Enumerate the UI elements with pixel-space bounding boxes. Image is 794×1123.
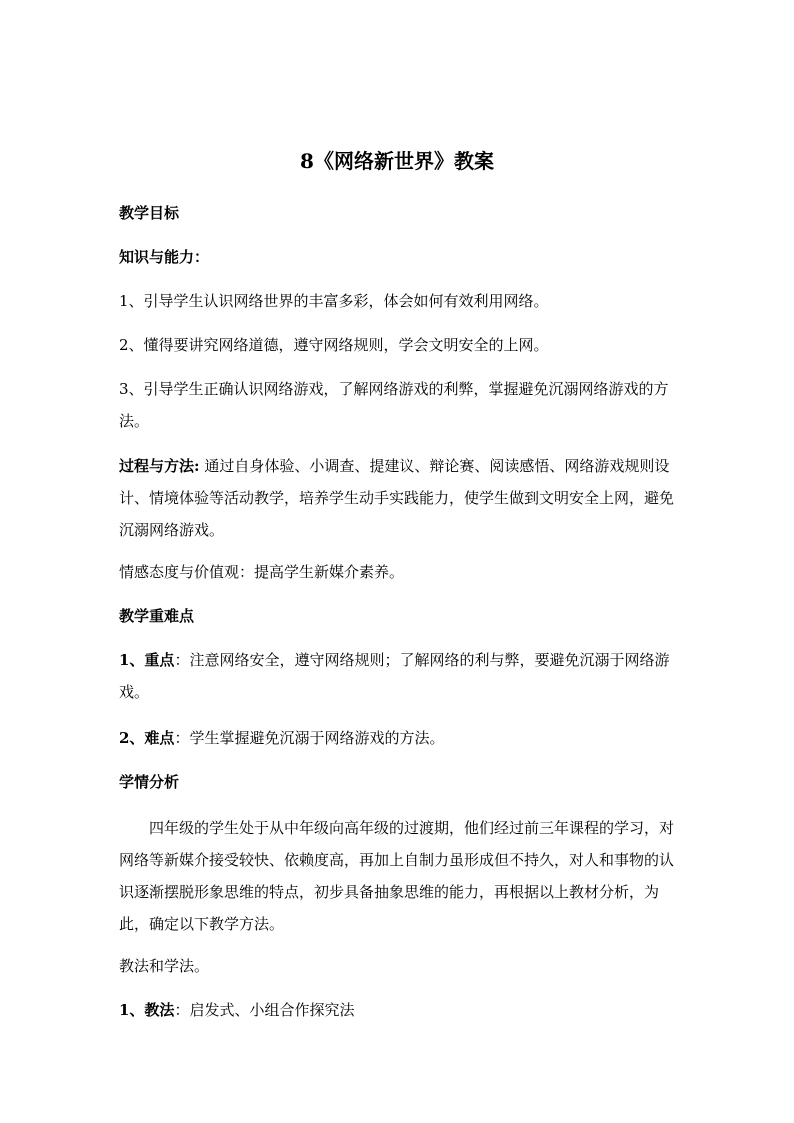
methods-intro: 教法和学法。 xyxy=(119,957,210,975)
section-heading-analysis: 学情分析 xyxy=(119,773,180,791)
key-point-2-label: 2、难点 xyxy=(119,729,175,747)
key-point-1-text: ：注意网络安全，遵守网络规则；了解网络的利与弊，要避免沉溺于网络游戏。 xyxy=(119,651,670,701)
key-point-2-text: ：学生掌握避免沉溺于网络游戏的方法。 xyxy=(174,729,445,747)
analysis-paragraph: 四年级的学生处于从中年级向高年级的过渡期，他们经过前三年课程的学习，对网络等新媒介接受较快、依赖度高，再加上自制力虽形成但不持久，对人和事物的认识逐渐摆脱形象思维的特点，初步具备抽象思维的能力，再根据以上教材分析，为此，确定以下教学方法。 xyxy=(119,819,675,933)
key-point-1 xyxy=(119,644,679,708)
knowledge-item-3: 3、引导学生正确认识网络游戏，了解网络游戏的利弊，掌握避免沉溺网络游戏的方法。 xyxy=(119,380,669,430)
process-method-text: 通过自身体验、小调查、提建议、辩论赛、阅读感悟、网络游戏规则设计、情境体验等活动教学，培养学生动手实践能力，使学生做到文明安全上网，避免沉溺网络游戏。 xyxy=(119,457,675,539)
emotion-values-line: 情感态度与价值观：提高学生新媒介素养。 xyxy=(119,563,405,581)
knowledge-item-1: 1、引导学生认识网络世界的丰富多彩，体会如何有效利用网络。 xyxy=(119,292,549,310)
knowledge-heading: 知识与能力： xyxy=(119,248,210,266)
process-method-paragraph xyxy=(119,450,679,546)
key-point-2 xyxy=(119,722,679,754)
process-method-label: 过程与方法: xyxy=(119,457,200,475)
teach-method-text: ：启发式、小组合作探究法 xyxy=(174,1001,355,1019)
key-point-1-label: 1、重点 xyxy=(119,651,175,669)
teach-method xyxy=(119,994,679,1026)
document-title: 8《网络新世界》教案 xyxy=(300,149,494,173)
teach-method-label: 1、教法 xyxy=(119,1001,175,1019)
knowledge-item-2: 2、懂得要讲究网络道德，遵守网络规则，学会文明安全的上网。 xyxy=(119,336,549,354)
section-heading-keypoints: 教学重难点 xyxy=(119,607,195,625)
section-heading-goals: 教学目标 xyxy=(119,204,180,222)
